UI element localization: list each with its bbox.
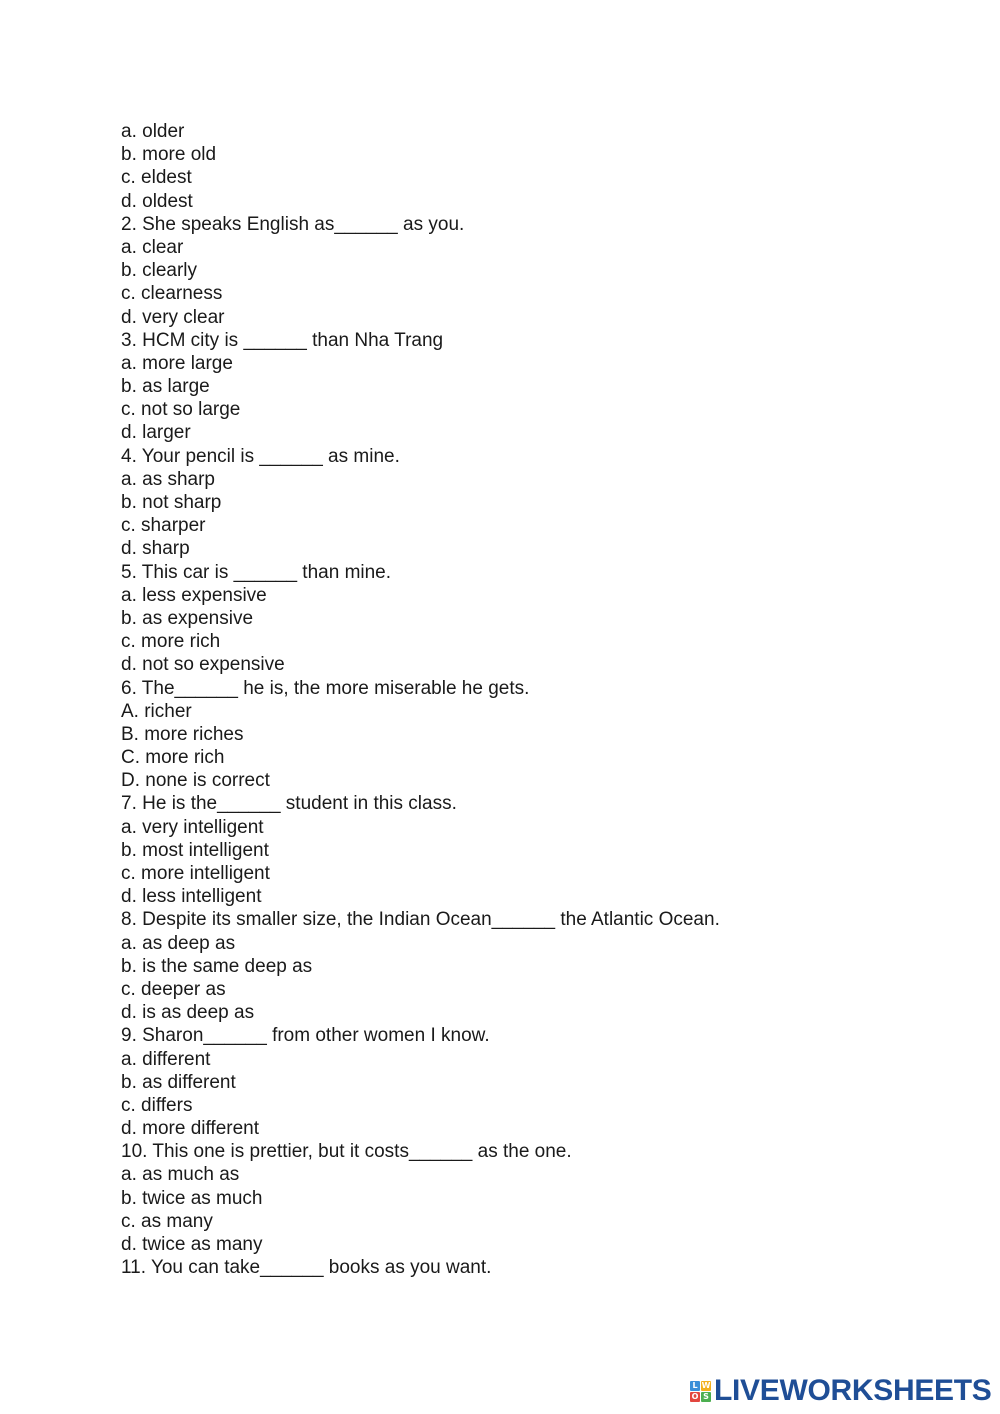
answer-option: b. as expensive [121,607,254,629]
question-text: 8. Despite its smaller size, the Indian Ocean______ the Atlantic Ocean. [121,909,720,931]
question-text: 3. HCM city is ______ than Nha Trang [121,329,444,351]
answer-option: d. is as deep as [121,1002,255,1024]
answer-option: b. as large [121,376,210,398]
answer-option: d. sharp [121,538,190,560]
liveworksheets-brand [690,1374,992,1408]
answer-option: a. very intelligent [121,816,264,838]
answer-option: b. more old [121,144,217,166]
answer-option: a. older [121,121,185,142]
answer-option: B. more riches [121,723,244,745]
answer-option: d. larger [121,422,191,444]
answer-option: c. more intelligent [121,863,270,884]
logo-tile-4: S [701,1392,711,1402]
question-text: 9. Sharon______ from other women I know. [121,1025,490,1047]
brand-wordmark: LIVEWORKSHEETS [714,1374,992,1407]
answer-option: c. deeper as [121,978,226,1000]
question-text: 4. Your pencil is ______ as mine. [121,445,400,467]
answer-option: b. clearly [121,260,198,282]
answer-option: a. as deep as [121,932,236,954]
question-text: 11. You can take______ books as you want. [121,1257,492,1279]
answer-option: d. less intelligent [121,886,262,908]
answer-option: b. not sharp [121,492,222,513]
question-text: 7. He is the______ student in this class. [121,793,457,815]
answer-option: a. clear [121,236,184,258]
answer-option: d. twice as many [121,1234,263,1255]
answer-option: c. sharper [121,515,206,537]
question-text: 2. She speaks English as______ as you. [121,213,465,235]
answer-option: A. richer [121,700,192,722]
answer-option: c. more rich [121,631,221,653]
answer-option: c. as many [121,1210,213,1232]
answer-option: c. not so large [121,399,241,421]
question-text: 6. The______ he is, the more miserable he gets. [121,677,530,699]
answer-option: c. clearness [121,283,223,305]
logo-tile-1: L [690,1381,700,1391]
answer-option: c. eldest [121,167,192,189]
liveworksheets-logo-icon [690,1381,711,1402]
answer-option: C. more rich [121,747,225,769]
question-text: 5. This car is ______ than mine. [121,561,392,583]
answer-option: d. oldest [121,190,193,212]
answer-option: a. as sharp [121,468,215,490]
answer-option: b. twice as much [121,1187,263,1209]
answer-option: a. less expensive [121,584,267,606]
question-text: 10. This one is prettier, but it costs______ as the one. [121,1141,572,1163]
answer-option: b. as different [121,1071,236,1093]
answer-option: c. differs [121,1094,193,1116]
answer-option: a. different [121,1048,211,1070]
logo-tile-3: O [691,1391,699,1401]
answer-option: b. most intelligent [121,839,269,861]
worksheet-content [121,120,941,1279]
answer-option: d. not so expensive [121,654,285,676]
answer-option: d. very clear [121,306,225,328]
answer-option: a. as much as [121,1164,240,1186]
answer-option: a. more large [121,352,233,374]
answer-option: d. more different [121,1118,260,1140]
logo-tile-2: W [701,1380,711,1390]
answer-option: b. is the same deep as [121,955,313,977]
answer-option: D. none is correct [121,770,270,792]
